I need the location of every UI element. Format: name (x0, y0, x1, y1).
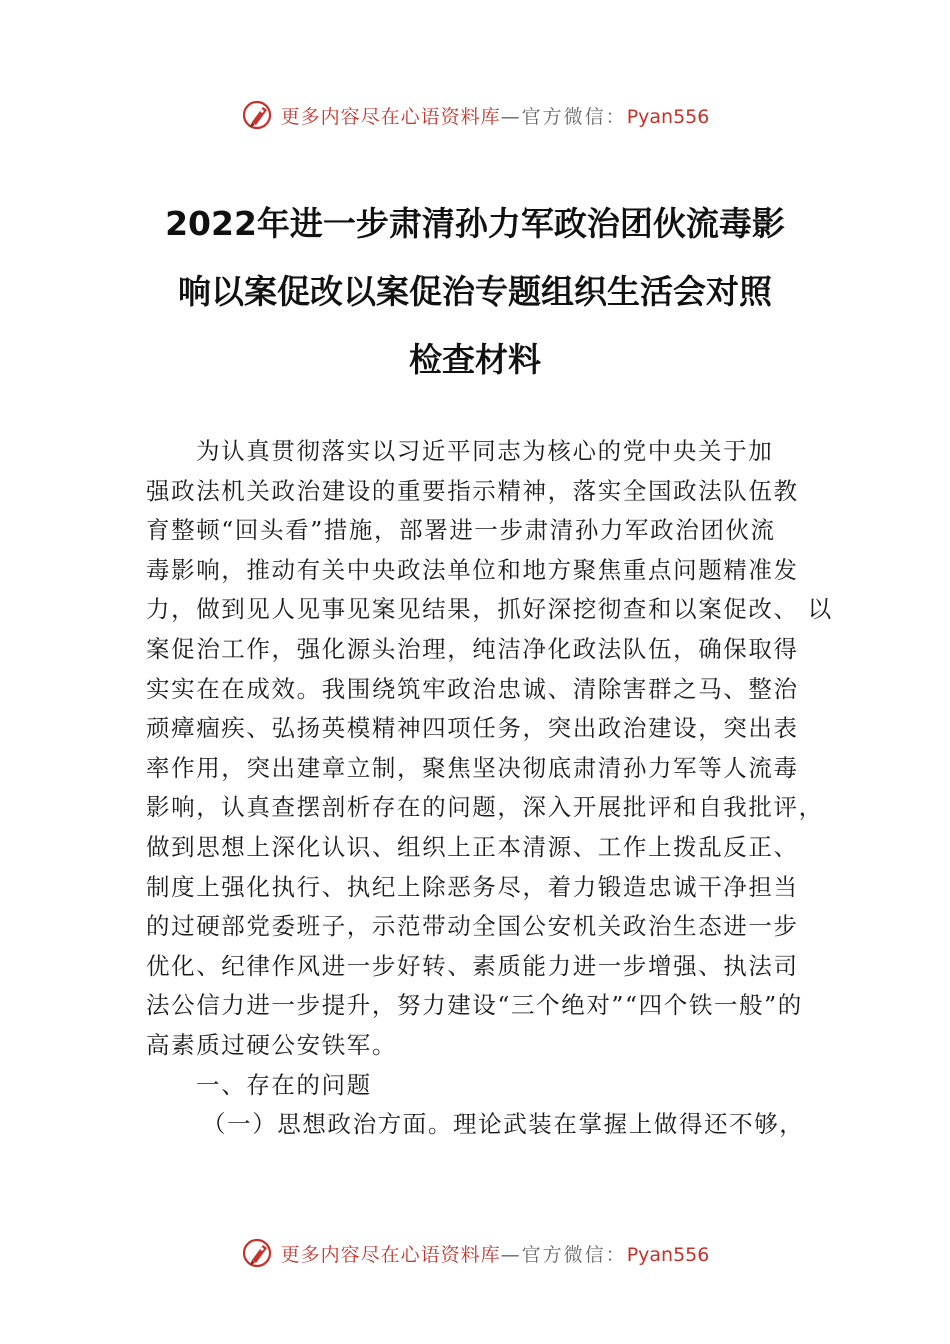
subsection-line: （一）思想政治方面。理论武装在掌握上做得还不够， (202, 1110, 805, 1139)
header-banner (0, 95, 950, 135)
title-line: 检查材料 (409, 340, 541, 379)
footer-banner (0, 1233, 950, 1273)
paragraph-line: 做到思想上深化认识、组织上正本清源、工作上拨乱反正、 (146, 832, 799, 861)
banner-text (281, 102, 710, 129)
pen-nib-logo-icon (241, 1236, 275, 1270)
paragraph-line: 育整顿“回头看”措施，部署进一步肃清孙力军政治团伙流 (146, 516, 776, 545)
paragraph-line: 强政法机关政治建设的重要指示精神，落实全国政法队伍教 (146, 476, 799, 505)
section-heading-text: 一、存在的问题 (196, 1070, 372, 1099)
banner-separator: — (500, 1243, 522, 1266)
pen-nib-logo-icon (241, 98, 275, 132)
paragraph-line: 优化、纪律作风进一步好转、素质能力进一步增强、执法司 (146, 951, 799, 980)
banner-main-text: 更多内容尽在心语资料库 (280, 105, 501, 128)
banner-main-text: 更多内容尽在心语资料库 (280, 1243, 501, 1266)
paragraph-line: 制度上强化执行、执纪上除恶务尽，着力锻造忠诚干净担当 (146, 872, 799, 901)
paragraph-line: 顽瘴痼疾、弘扬英模精神四项任务，突出政治建设，突出表 (146, 714, 799, 743)
banner-text (281, 1240, 710, 1267)
paragraph-line: 的过硬部党委班子，示范带动全国公安机关政治生态进一步 (146, 912, 799, 941)
paragraph-line: 影响，认真查摆剖析存在的问题，深入开展批评和自我批评， (146, 793, 824, 822)
paragraph-line: 实实在在成效。我围绕筑牢政治忠诚、清除害群之马、整治 (146, 674, 799, 703)
document-body (146, 432, 833, 1145)
paragraph-line: 力，做到见人见事见案见结果，抓好深挖彻查和以案促改、 以 (146, 595, 833, 624)
title-line: 2022年进一步肃清孙力军政治团伙流毒影 (165, 204, 785, 243)
paragraph-line: 率作用，突出建章立制，聚焦坚决彻底肃清孙力军等人流毒 (146, 753, 799, 782)
banner-wechat-id: Pyan556 (626, 105, 710, 128)
banner-tail-text: 官方微信： (521, 1243, 627, 1266)
intro-paragraph (146, 432, 833, 1066)
banner-wechat-id: Pyan556 (626, 1243, 710, 1266)
section-heading (146, 1066, 816, 1106)
banner-tail-text: 官方微信： (521, 105, 627, 128)
paragraph-line: 案促治工作，强化源头治理，纯洁净化政法队伍，确保取得 (146, 634, 799, 663)
title-line: 响以案促改以案促治专题组织生活会对照 (178, 272, 772, 311)
subsection-paragraph (146, 1105, 816, 1145)
paragraph-line: 毒影响，推动有关中央政法单位和地方聚焦重点问题精准发 (146, 555, 799, 584)
banner-separator: — (500, 105, 522, 128)
paragraph-line: 高素质过硬公安铁军。 (146, 1030, 397, 1059)
paragraph-line: 法公信力进一步提升，努力建设“三个绝对”“四个铁一般”的 (146, 991, 803, 1020)
paragraph-line: 为认真贯彻落实以习近平同志为核心的党中央关于加 (196, 437, 774, 465)
document-title (130, 190, 820, 394)
